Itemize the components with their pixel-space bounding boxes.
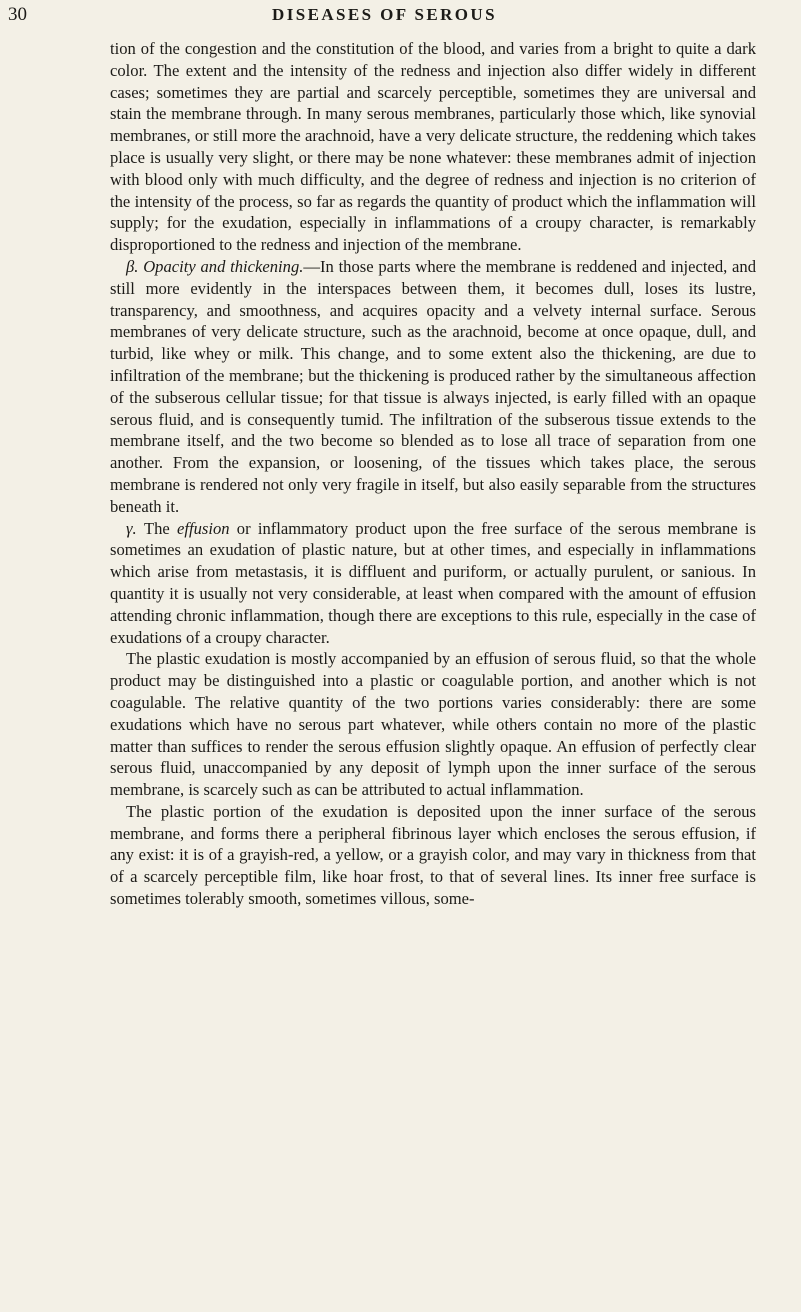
paragraph — [110, 38, 756, 256]
page-header — [8, 4, 761, 28]
paragraph-opacity-thickening — [110, 256, 756, 518]
paragraph-text: or inflammatory product upon the free surface of the serous membrane is sometimes an exudation of plastic nature, but at other times, and especially in inflammations which arise from metastasis, it is diffluent and puriform, or actually purulent, or sanious. In quantity it is usually not very considerable, at least when compared with the amount of effusion attending chronic inflammation, though there are exceptions to this rule, especially in the case of exudations of a croupy character. — [110, 518, 757, 647]
paragraph-text: The plastic portion of the exudation is deposited upon the inner surface of the serous membrane, and forms there a peripheral fibrinous layer which encloses the serous effusion, if any exist: it is of a grayish-red, a yellow, or a grayish color, and may vary in thickness from that of a scarcely perceptible film, like hoar frost, to that of several lines. Its inner free surface is sometimes tolerably smooth, sometimes villous, some- — [110, 801, 756, 909]
paragraph-lead: The — [143, 518, 170, 538]
body-text — [110, 38, 756, 910]
section-marker-gamma: γ. — [126, 518, 137, 538]
paragraph-effusion — [110, 518, 756, 649]
paragraph-text: —In those parts where the membrane is reddened and injected, and still more evidently in the interspaces between them, it becomes dull, loses its lustre, transparency, and smoothness, and acquires opacity and a velvety internal surface. Serous membranes of very delicate structure, such as the arachnoid, become at once opaque, dull, and turbid, like whey or milk. This change, and to some extent also the thickening, are due to infiltration of the membrane; but the thickening is produced rather by the simultaneous affection of the subserous cellular tissue; for that tissue is always injected, is early filled with an opaque serous fluid, and is consequently tumid. The infiltration of the subserous tissue extends to the membrane itself, and the two become so blended as to lose all trace of separation from one another. From the expansion, or loosening, of the tissues which takes place, the serous membrane is rendered not only very fragile in itself, but also easily separable from the structures beneath it. — [110, 256, 756, 516]
emphasized-term: effusion — [177, 518, 230, 538]
section-heading: Opacity and thickening. — [143, 256, 304, 276]
paragraph — [110, 801, 756, 910]
running-head: DISEASES OF SEROUS — [272, 5, 497, 24]
paragraph-text: The plastic exudation is mostly accompanied by an effusion of serous fluid, so that the whole product may be distinguished into a plastic or coagulable portion, and another which is not coagulable. The relative quantity of the two portions varies considerably: there are some exudations which have no serous part whatever, while others contain no more of the plastic matter than suffices to render the serous effusion slightly opaque. An effusion of perfectly clear serous fluid, unaccompanied by any deposit of lymph upon the inner surface of the serous membrane, is scarcely such as can be attributed to actual inflammation. — [110, 649, 756, 800]
section-marker-beta: β. — [126, 256, 139, 276]
page-number: 30 — [8, 4, 27, 25]
paragraph — [110, 648, 756, 801]
paragraph-text: tion of the congestion and the constitution of the blood, and varies from a bright to quite a dark color. The extent and the intensity of the redness and injection also differ widely in different cases; sometimes they are partial and scarcely perceptible, sometimes they are universal and stain the membrane through. In many serous membranes, particularly those which, like synovial membranes, or still more the arachnoid, have a very delicate structure, the reddening which takes place is usually very slight, or there may be none whatever: these membranes admit of injection with blood only with much difficulty, and the degree of redness and injection is no criterion of the intensity of the process, so far as regards the quantity of product which the inflammation will supply; for the exudation, especially in inflammations of a croupy character, is remarkably disproportioned to the redness and injection of the membrane. — [110, 39, 756, 255]
